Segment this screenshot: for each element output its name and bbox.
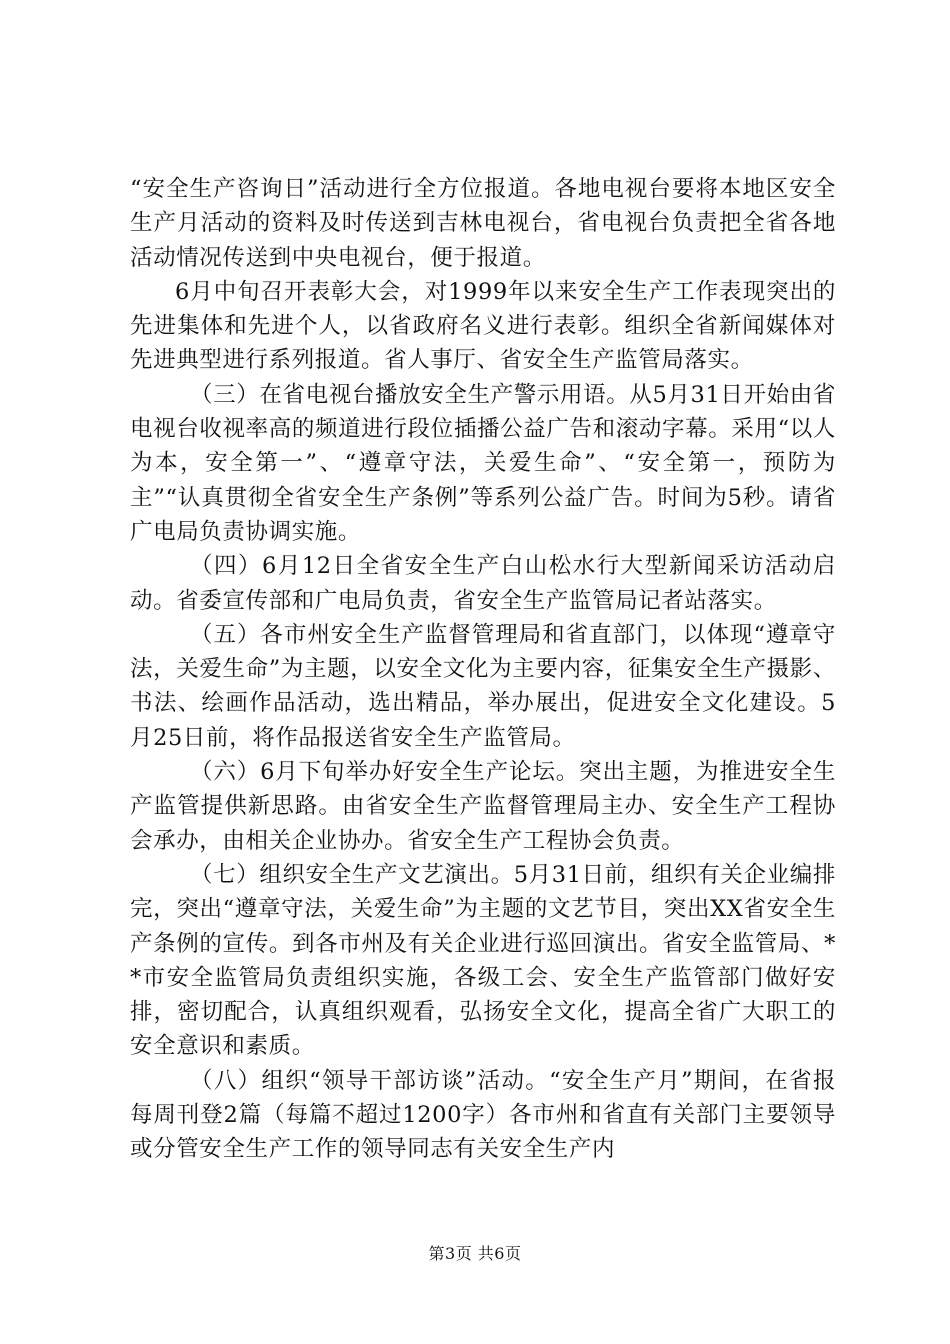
paragraph-8: （八）组织“领导干部访谈”活动。“安全生产月”期间，在省报每周刊登2篇（每篇不超过1200字）各市州和省直有关部门主要领导或分管安全生产工作的领导同志有关安全生产内	[130, 1067, 836, 1163]
paragraph-2: 6月中旬召开表彰大会，对1999年以来安全生产工作表现突出的先进集体和先进个人，以省政府名义进行表彰。组织全省新闻媒体对先进典型进行系列报道。省人事厅、省安全生产监管局落实。	[130, 278, 836, 374]
paragraph-7: （七）组织安全生产文艺演出。5月31日前，组织有关企业编排完，突出“遵章守法，关爱生命”为主题的文艺节目，突出XX省安全生产条例的宣传。到各市州及有关企业进行巡回演出。省安全监管局、**市安全监管局负责组织实施，各级工会、安全生产监管部门做好安排，密切配合，认真组织观看，弘扬安全文化，提高全省广大职工的安全意识和素质。	[130, 861, 836, 1060]
paragraph-6: （六）6月下旬举办好安全生产论坛。突出主题，为推进安全生产监管提供新思路。由省安全生产监督管理局主办、安全生产工程协会承办，由相关企业协办。省安全生产工程协会负责。	[130, 759, 836, 854]
paragraph-5: （五）各市州安全生产监督管理局和省直部门，以体现“遵章守法，关爱生命”为主题，以安全文化为主要内容，征集安全生产摄影、书法、绘画作品活动，选出精品，举办展出，促进安全文化建设。5月25日前，将作品报送省安全生产监管局。	[130, 621, 836, 751]
document-body	[130, 172, 836, 1167]
paragraph-4: （四）6月12日全省安全生产白山松水行大型新闻采访活动启动。省委宣传部和广电局负责，省安全生产监管局记者站落实。	[130, 553, 836, 614]
page-number-footer: 第3页 共6页	[428, 1244, 522, 1263]
paragraph-3: （三）在省电视台播放安全生产警示用语。从5月31日开始由省电视台收视率高的频道进行段位插播公益广告和滚动字幕。采用“以人为本，安全第一”、“遵章守法，关爱生命”、“安全第一，预防为主”“认真贯彻全省安全生产条例”等系列公益广告。时间为5秒。请省广电局负责协调实施。	[130, 381, 836, 545]
paragraph-1: “安全生产咨询日”活动进行全方位报道。各地电视台要将本地区安全生产月活动的资料及时传送到吉林电视台，省电视台负责把全省各地活动情况传送到中央电视台，便于报道。	[130, 176, 836, 271]
